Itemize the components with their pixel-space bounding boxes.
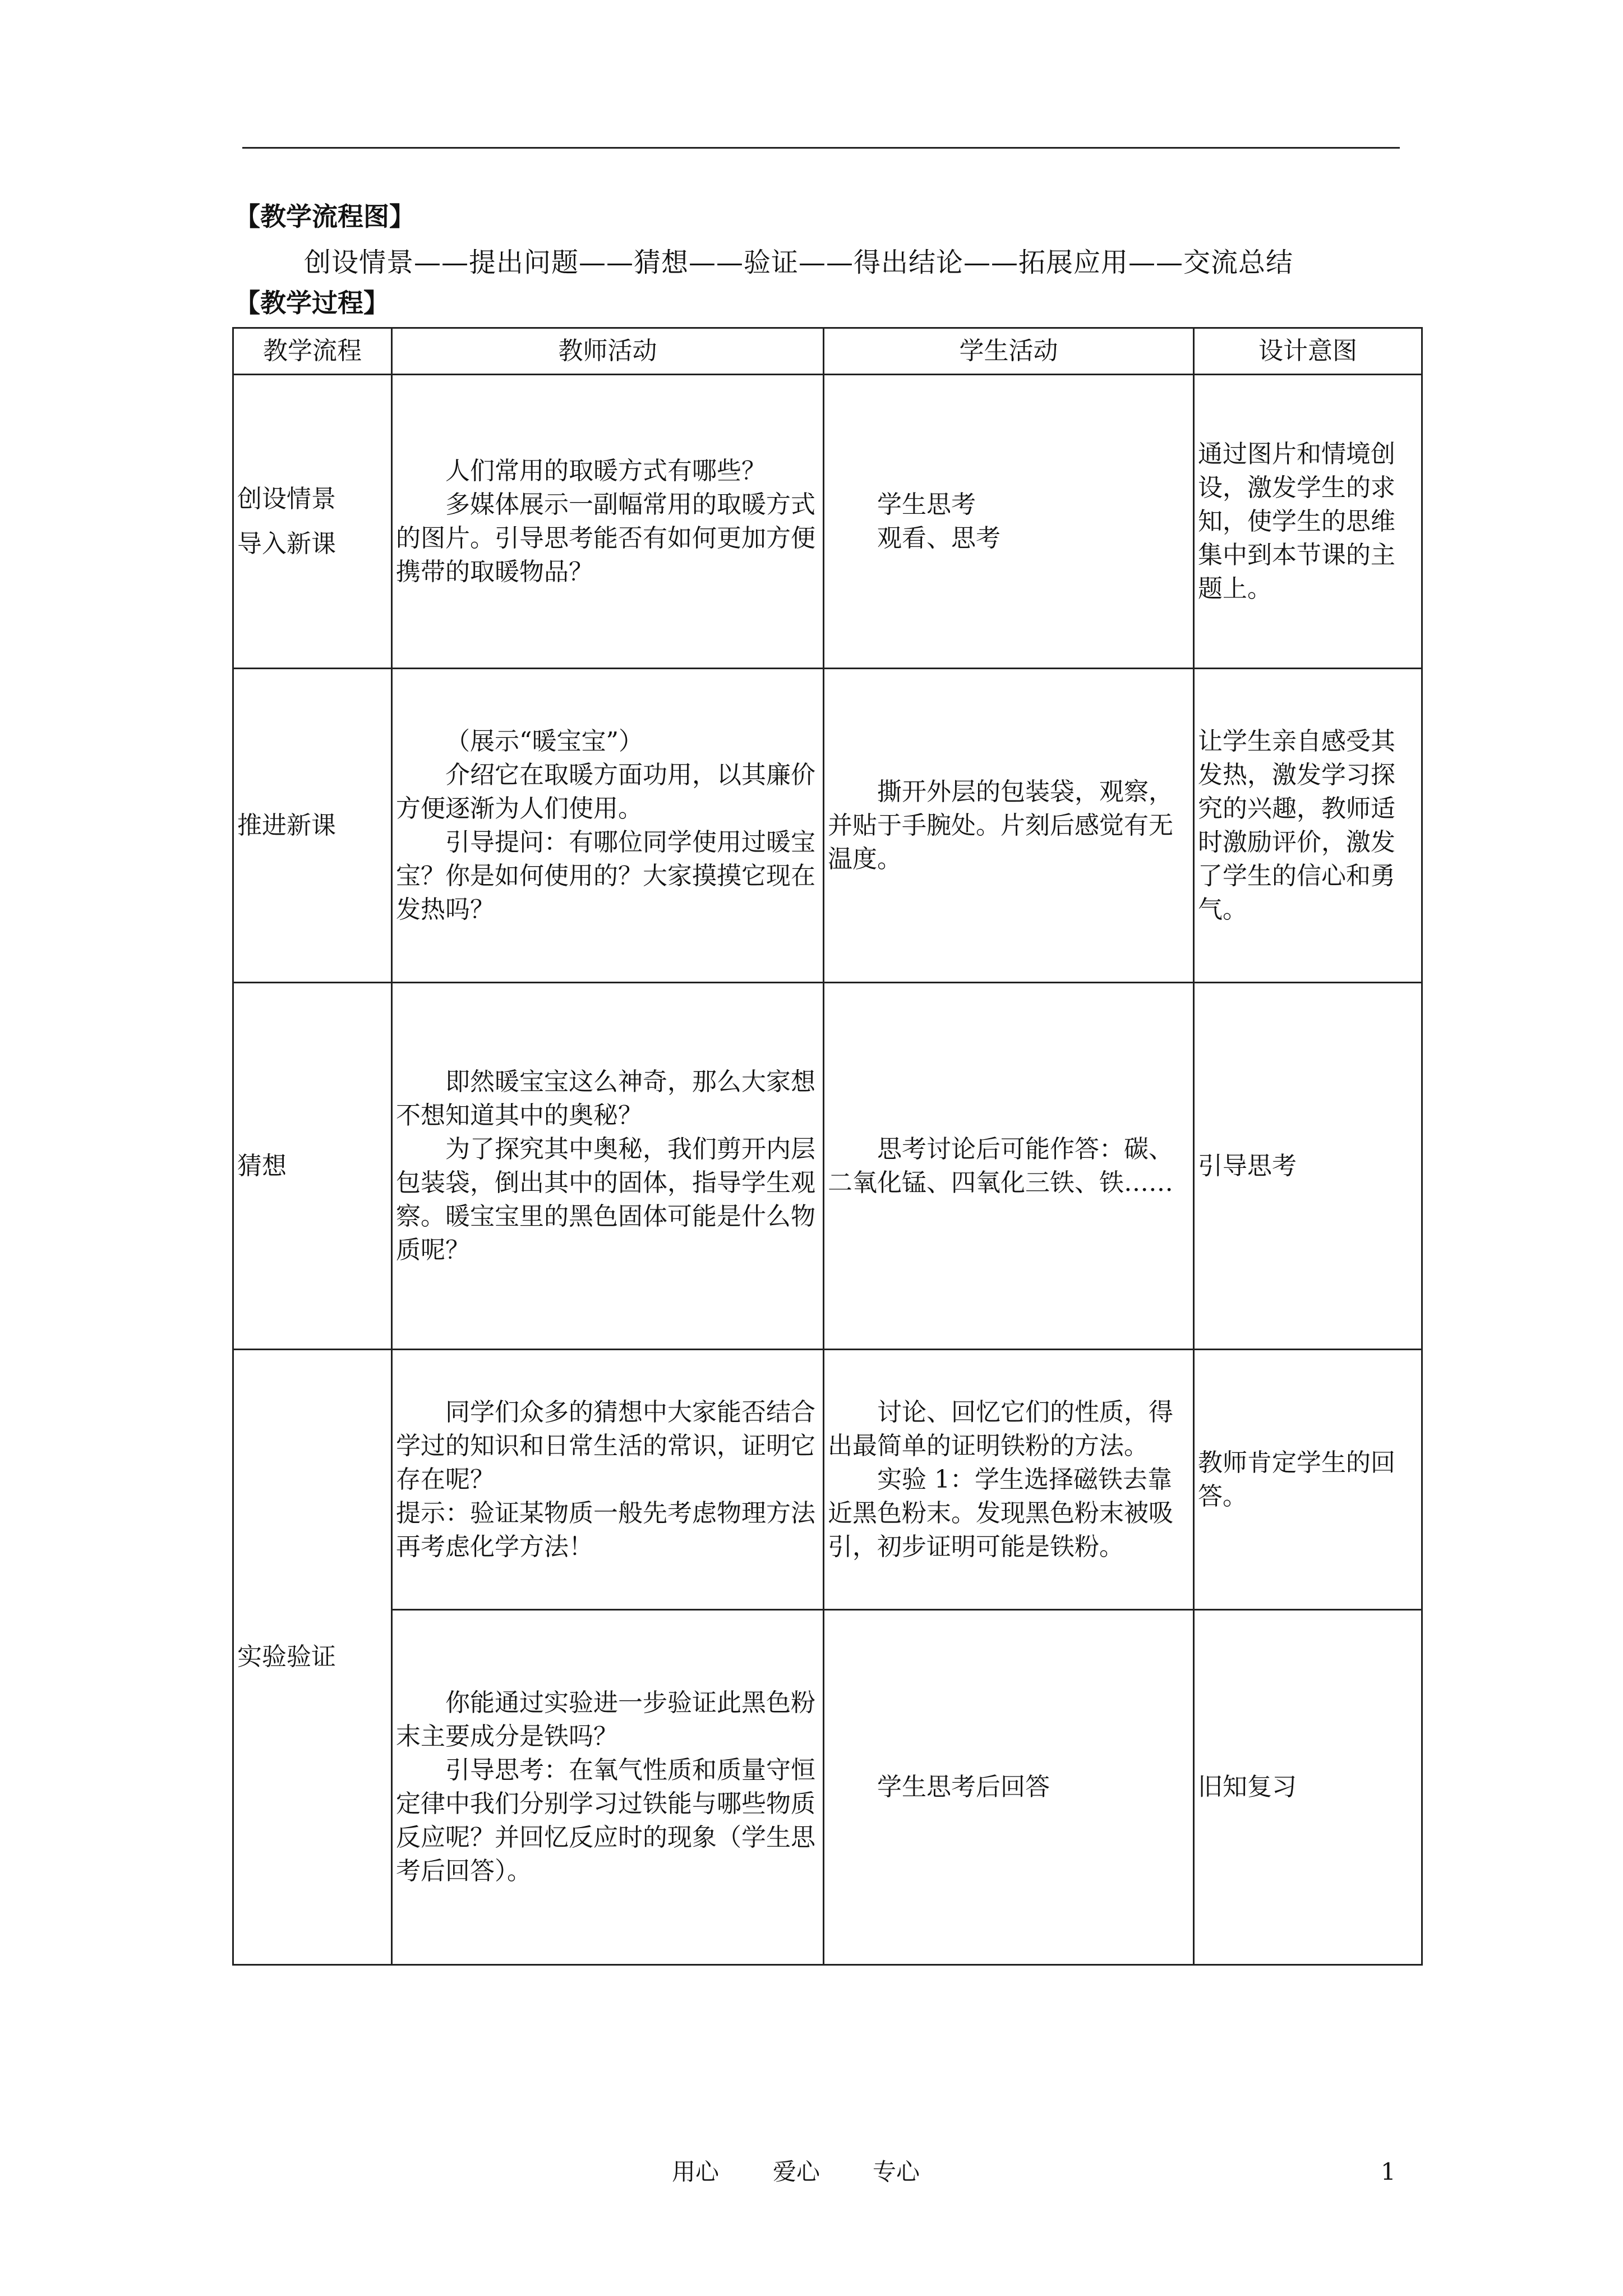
footer-motto-1: 用心 (672, 2158, 720, 2185)
design-intent-cell (1194, 983, 1422, 1350)
stage-line: 实验验证 (237, 1642, 336, 1671)
student-activity-cell (824, 1350, 1194, 1610)
design-intent-cell (1194, 375, 1422, 669)
teacher-paragraph: 引导提问：有哪位同学使用过暖宝宝？你是如何使用的？大家摸摸它现在发热吗？ (396, 827, 815, 924)
table-row (233, 375, 1422, 669)
student-paragraph: 学生思考 (877, 490, 976, 519)
student-paragraph: 讨论、回忆它们的性质，得出最简单的证明铁粉的方法。 (828, 1397, 1173, 1460)
stage-cell (233, 669, 392, 983)
design-intent-cell (1194, 1610, 1422, 1965)
process-heading: 【教学过程】 (234, 288, 389, 318)
stage-cell (233, 983, 392, 1350)
student-paragraph: 学生思考后回答 (877, 1773, 1050, 1801)
intent-text: 让学生亲自感受其发热，激发学习探究的兴趣，教师适时激励评价，激发了学生的信心和勇气。 (1198, 726, 1395, 924)
teacher-activity-cell (392, 1610, 824, 1965)
teacher-paragraph: 介绍它在取暖方面功用，以其廉价方便逐渐为人们使用。 (396, 760, 815, 823)
page-number: 1 (1381, 2158, 1396, 2185)
intent-text: 旧知复习 (1198, 1773, 1297, 1801)
flow-heading: 【教学流程图】 (234, 201, 415, 232)
table-row (233, 983, 1422, 1350)
flow-chart-line: 创设情景——提出问题——猜想——验证——得出结论——拓展应用——交流总结 (304, 247, 1294, 278)
teacher-paragraph: 即然暖宝宝这么神奇，那么大家想不想知道其中的奥秘？ (396, 1067, 815, 1130)
header-student-activity: 学生活动 (824, 328, 1194, 375)
teacher-activity-cell (392, 1350, 824, 1610)
student-paragraph: 观看、思考 (877, 523, 1000, 553)
teacher-paragraph: 人们常用的取暖方式有哪些？ (445, 456, 766, 485)
teacher-paragraph: 同学们众多的猜想中大家能否结合学过的知识和日常生活的常识，证明它存在呢？ (396, 1397, 815, 1494)
intent-text: 引导思考 (1198, 1151, 1297, 1180)
stage-line: 推进新课 (237, 811, 336, 840)
student-activity-cell (824, 1610, 1194, 1965)
footer-motto-2: 爱心 (773, 2158, 820, 2185)
student-activity-cell (824, 669, 1194, 983)
stage-line: 创设情景 (237, 484, 336, 513)
teacher-paragraph: （展示“暖宝宝”） (445, 726, 643, 756)
table-row (233, 669, 1422, 983)
header-design-intent: 设计意图 (1194, 328, 1422, 375)
teacher-paragraph: 引导思考：在氧气性质和质量守恒定律中我们分别学习过铁能与哪些物质反应呢？并回忆反应时的现象（学生思考后回答）。 (396, 1756, 815, 1885)
teaching-process-table (232, 327, 1423, 1966)
design-intent-cell (1194, 669, 1422, 983)
footer-motto-3: 专心 (873, 2158, 920, 2185)
stage-cell (233, 375, 392, 669)
student-activity-cell (824, 375, 1194, 669)
teacher-paragraph: 多媒体展示一副幅常用的取暖方式的图片。引导思考能否有如何更加方便携带的取暖物品？ (396, 490, 815, 586)
teacher-paragraph: 为了探究其中奥秘，我们剪开内层包装袋，倒出其中的固体，指导学生观察。暖宝宝里的黑色固体可能是什么物质呢？ (396, 1134, 815, 1264)
header-stage: 教学流程 (233, 328, 392, 375)
stage-line: 猜想 (237, 1151, 287, 1180)
table-row (233, 1610, 1422, 1965)
student-activity-cell (824, 983, 1194, 1350)
stage-cell (233, 1350, 392, 1965)
design-intent-cell (1194, 1350, 1422, 1610)
stage-line: 导入新课 (237, 529, 336, 558)
teacher-activity-cell (392, 669, 824, 983)
student-paragraph: 思考讨论后可能作答：碳、二氧化锰、四氧化三铁、铁…… (828, 1134, 1173, 1197)
student-paragraph: 撕开外层的包装袋，观察，并贴于手腕处。片刻后感觉有无温度。 (828, 777, 1173, 873)
teacher-activity-cell (392, 375, 824, 669)
intent-text: 教师肯定学生的回答。 (1198, 1448, 1395, 1511)
header-rule (242, 147, 1400, 149)
student-paragraph: 实验 1：学生选择磁铁去靠近黑色粉末。发现黑色粉末被吸引，初步证明可能是铁粉。 (828, 1465, 1173, 1561)
table-header-row (233, 328, 1422, 375)
teacher-paragraph: 提示：验证某物质一般先考虑物理方法再考虑化学方法！ (396, 1498, 815, 1561)
teacher-paragraph: 你能通过实验进一步验证此黑色粉末主要成分是铁吗？ (396, 1688, 815, 1751)
table-row (233, 1350, 1422, 1610)
header-teacher-activity: 教师活动 (392, 328, 824, 375)
intent-text: 通过图片和情境创设，激发学生的求知，使学生的思维集中到本节课的主题上。 (1198, 439, 1395, 603)
teacher-activity-cell (392, 983, 824, 1350)
